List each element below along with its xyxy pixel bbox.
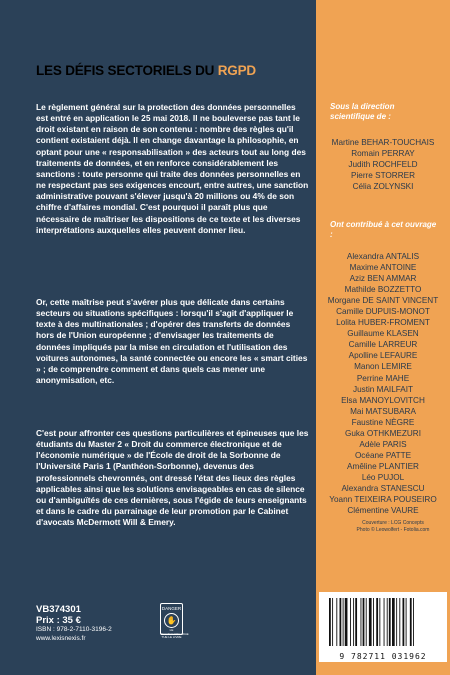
list-item: Camille LARREUR — [348, 340, 418, 350]
barcode-bar — [332, 598, 333, 646]
badge-bottom-text: LE PHOTOCOPILLAGE TUE LE LIVRE — [161, 628, 189, 639]
list-item: Aziz BEN AMMAR — [349, 274, 417, 284]
barcode-number: 9 782711 031962 — [339, 652, 427, 661]
photo-credit: Photo © Leowolfert - Fotolia.com — [356, 526, 430, 533]
barcode-icon — [319, 592, 447, 650]
barcode-bar — [369, 598, 372, 646]
list-item: Judith ROCHFELD — [348, 160, 418, 170]
barcode-bar — [392, 598, 395, 646]
barcode-bar — [345, 598, 348, 646]
book-info — [36, 604, 112, 643]
list-item: Guillaume KLASEN — [347, 329, 419, 339]
direction-names-list — [316, 137, 450, 192]
list-item: Adèle PARIS — [359, 439, 407, 449]
barcode-bar — [353, 598, 354, 646]
list-item: Guka OTHKMEZURI — [345, 428, 421, 438]
list-item: Amêline PLANTIER — [347, 461, 419, 471]
list-item: Justin MAILFAIT — [352, 384, 414, 394]
contributors-names-list — [316, 251, 450, 516]
list-item: Maxime ANTOINE — [349, 263, 417, 273]
list-item: Martine BEHAR-TOUCHAIS — [331, 138, 435, 147]
list-item: Romain PERRAY — [351, 149, 415, 159]
book-title — [36, 63, 306, 78]
barcode-bar — [399, 598, 400, 646]
list-item: Yoann TEIXEIRA POUSEIRO — [329, 495, 437, 505]
barcode-bar — [361, 598, 362, 646]
barcode-bar — [373, 598, 374, 646]
barcode-bar — [406, 598, 407, 646]
barcode-bar — [376, 598, 378, 646]
list-item: Camille DUPUIS-MONOT — [336, 307, 430, 317]
barcode-bar — [403, 598, 405, 646]
title-main: LES DÉFIS SECTORIELS DU — [36, 63, 218, 78]
book-reference: VB374301 — [36, 604, 81, 615]
list-item: Pierre STORRER — [351, 171, 415, 181]
barcode-bar — [379, 598, 380, 646]
hand-icon: ✋ — [164, 613, 179, 628]
barcode-bar — [355, 598, 357, 646]
direction-heading: Sous la direction scientifique de : — [330, 102, 395, 121]
barcode — [319, 592, 447, 662]
cover-credit: Couverture : LCG Concepts — [362, 520, 424, 526]
list-item: Manon LEMIRE — [354, 362, 412, 372]
barcode-bar — [410, 598, 412, 646]
summary-paragraph-3: C'est pour affronter ces questions particulières et épineuses que les étudiants du Master 2 « Droit du commerce électronique et de l'économie numérique » de l'École de droit de la Sorbonne de l'Université Paris 1 (Panthéon-Sorbonne), devenus des professionnels chevronnés, ont dressé l'état des lieux des règles applicables ainsi que les solutions envisageables en cas de silence ou d'ambiguïtés de ces dernières, sous l'égide de leurs enseignants et dans le cadre du parrainage de leur promotion par le Cabinet d'avocats McDermott Will & Emery. — [36, 428, 309, 528]
barcode-bar — [343, 598, 344, 646]
list-item: Clémentine VAURE — [347, 506, 419, 516]
contributors-heading: Ont contribué à cet ouvrage : — [330, 220, 437, 239]
book-isbn: ISBN : 978-2-7110-3196-2 — [36, 626, 112, 633]
barcode-bar — [413, 598, 414, 646]
title-accent: RGPD — [217, 63, 256, 78]
list-item: Lolita HUBER-FROMENT — [336, 318, 430, 328]
list-item: Elsa MANOYLOVITCH — [341, 395, 425, 405]
list-item: Morgane DE SAINT VINCENT — [327, 296, 439, 306]
barcode-bar — [396, 598, 397, 646]
publisher-url: www.lexisnexis.fr — [36, 634, 86, 642]
barcode-bar — [350, 598, 351, 646]
barcode-bar — [366, 598, 367, 646]
summary-paragraph-2: Or, cette maîtrise peut s'avérer plus que délicate dans certains secteurs ou situations spécifiques : lorsqu'il s'agit d'appliquer le texte à des multinationales ; d'opérer des transferts de données hors de l'Union européenne ; d'envisager les traitements de données impliqués par la mise en circulation et l'utilisation des voitures autonomes, la santé connectée ou encore les « smart cities » ; de comprendre comment et dans quels cas mener une anonymisation, etc. — [36, 297, 308, 386]
barcode-bar — [389, 598, 391, 646]
list-item: Mai MATSUBARA — [350, 406, 416, 416]
list-item: Apolline LEFAURE — [348, 351, 418, 361]
barcode-bar — [340, 598, 342, 646]
list-item: Mathilde BOZZETTO — [344, 285, 422, 295]
cover-credits — [341, 520, 445, 533]
badge-top-text: DANGER — [161, 606, 182, 611]
list-item: Faustine NÈGRE — [351, 417, 415, 427]
list-item: Célia ZOLYNSKI — [352, 182, 414, 192]
barcode-bar — [363, 598, 365, 646]
barcode-bar — [384, 598, 385, 646]
list-item: Alexandra STANESCU — [341, 483, 425, 493]
list-item: Océane PATTE — [354, 450, 412, 460]
summary-paragraph-1: Le règlement général sur la protection des données personnelles est entré en application le 25 mai 2018. Il ne bouleverse pas tant le droit existant en raison de son contenu : nombre des règles qu'il contient existaient déjà. Il en change davantage la philosophie, en optant pour une « responsabilisation » des acteurs tout au long des traitements de données, et en renforce considérablement les sanctions : toute personne qui traite des données personnelles en ne respectant pas ses exigences encourt, entre autres, une sanction administrative pouvant s'élever jusqu'à 20 millions ou 4% de son chiffre d'affaires mondial. C'est pourquoi il paraît plus que nécessaire de maîtriser les dispositions de ce texte et les diverses interprétations auxquelles elles peuvent donner lieu. — [36, 102, 309, 235]
barcode-bar — [336, 598, 337, 646]
photocopy-warning-badge — [160, 603, 189, 639]
list-item: Perrine MAHE — [356, 373, 410, 383]
barcode-bar — [329, 598, 331, 646]
book-price: Prix : 35 € — [36, 615, 81, 626]
list-item: Alexandra ANTALIS — [346, 252, 420, 261]
list-item: Léo PUJOL — [361, 472, 405, 482]
barcode-bar — [387, 598, 388, 646]
